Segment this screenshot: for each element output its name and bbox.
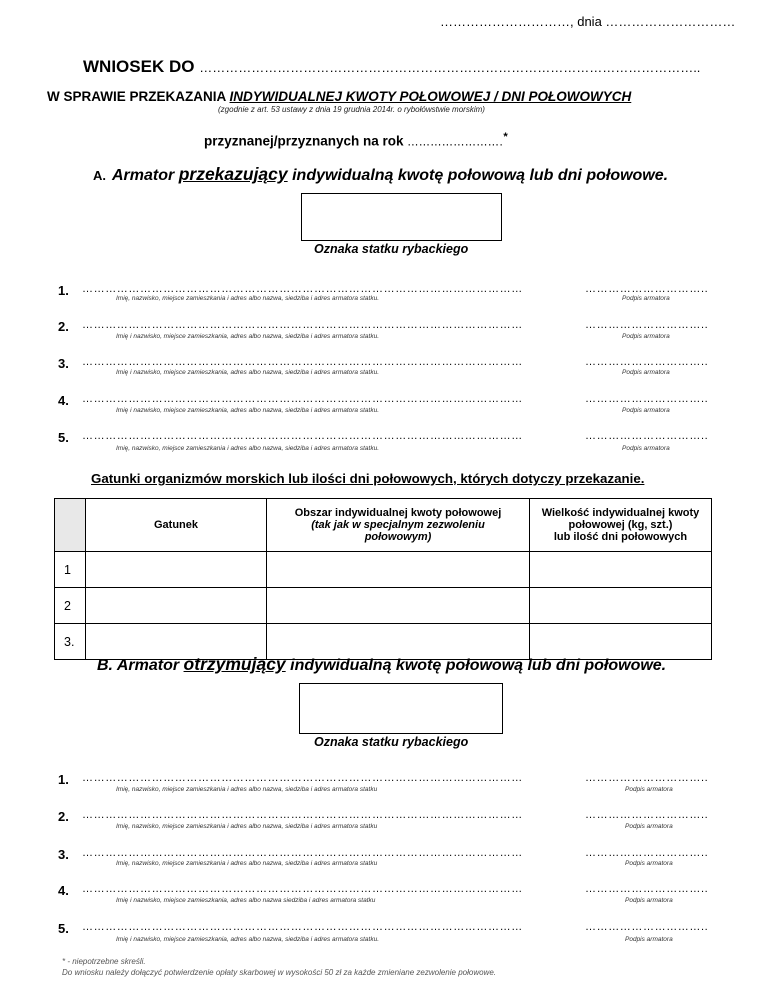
signature-caption: Podpis armatora <box>622 445 670 452</box>
owner-field[interactable]: …………………………………………………………………………………………………… <box>82 921 523 933</box>
species-cell[interactable] <box>86 552 267 588</box>
recipient-field[interactable]: …………………………………………………………………………………………………….. <box>199 60 701 75</box>
signature-caption: Podpis armatora <box>625 786 673 793</box>
owner-field[interactable]: …………………………………………………………………………………………………… <box>82 356 523 368</box>
species-cell[interactable] <box>86 588 267 624</box>
signature-field[interactable]: ………………………….. <box>585 283 709 295</box>
section-a-prefix: A. <box>93 168 106 183</box>
area-header-line3: połowowym) <box>364 531 432 543</box>
signature-field[interactable]: ………………………….. <box>585 772 709 784</box>
row-number: 3. <box>58 847 69 862</box>
amount-header-line3: lub ilość dni połowowych <box>553 531 688 543</box>
year-footnote-mark: * <box>503 131 508 143</box>
signature-caption: Podpis armatora <box>625 897 673 904</box>
area-cell[interactable] <box>267 552 530 588</box>
vessel-mark-label-a: Oznaka statku rybackiego <box>314 242 469 256</box>
table-header-row <box>55 499 712 552</box>
owner-caption: Imię i nazwisko, miejsce zamieszkania, adres albo nazwa, siedziba i adres armatora statku. <box>116 333 380 340</box>
signature-caption: Podpis armatora <box>622 333 670 340</box>
owner-field[interactable]: …………………………………………………………………………………………………… <box>82 883 523 895</box>
owner-field[interactable]: …………………………………………………………………………………………………… <box>82 430 523 442</box>
signature-field[interactable]: ………………………….. <box>585 809 709 821</box>
date-line[interactable]: …………………………, dnia ………………………… <box>440 14 736 29</box>
species-heading: Gatunki organizmów morskich lub ilości dni połowowych, których dotyczy przekazanie. <box>91 471 645 486</box>
owner-caption: Imię i nazwisko, miejsce zamieszkania, adres albo nazwa, siedziba i adres armatora statku. <box>116 407 380 414</box>
row-number: 1. <box>58 283 69 298</box>
owner-field[interactable]: …………………………………………………………………………………………………… <box>82 319 523 331</box>
owner-caption: Imię i nazwisko, miejsce zamieszkania, adres albo nazwa siedziba i adres armatora statku <box>116 897 376 904</box>
owner-caption: Imię, nazwisko, miejsce zamieszkania i adres albo nazwa, siedziba i adres armatora statku <box>116 786 378 793</box>
amount-header-line1: Wielkość indywidualnej kwoty <box>541 507 700 519</box>
signature-caption: Podpis armatora <box>622 369 670 376</box>
amount-header-line2: połowowej (kg, szt.) <box>568 519 673 531</box>
section-a-part1: Armator <box>112 167 175 184</box>
legal-basis-note: (zgodnie z art. 53 ustawy z dnia 19 grudnia 2014r. o rybołówstwie morskim) <box>218 105 485 114</box>
owner-caption: Imię i nazwisko, miejsce zamieszkania, adres albo nazwa, siedziba i adres armatora statku. <box>116 369 380 376</box>
table-row <box>55 588 712 624</box>
species-header: Gatunek <box>86 499 267 552</box>
vessel-mark-box-a[interactable] <box>301 193 502 241</box>
signature-caption: Podpis armatora <box>625 936 673 943</box>
year-line <box>204 131 508 149</box>
section-b-prefix: B. <box>97 657 113 674</box>
owner-field[interactable]: …………………………………………………………………………………………………… <box>82 772 523 784</box>
owner-field[interactable]: …………………………………………………………………………………………………… <box>82 847 523 859</box>
signature-field[interactable]: ………………………….. <box>585 430 709 442</box>
owner-caption: Imię, nazwisko, miejsce zamieszkania i adres albo nazwa, siedziba i adres armatora statku <box>116 823 378 830</box>
year-field[interactable]: ……………………. <box>407 135 504 149</box>
amount-cell[interactable] <box>530 588 712 624</box>
title-label: WNIOSEK DO <box>83 57 195 76</box>
section-b-part1: Armator <box>116 657 180 674</box>
row-number: 2. <box>58 319 69 334</box>
owner-field[interactable]: …………………………………………………………………………………………………… <box>82 809 523 821</box>
signature-field[interactable]: ………………………….. <box>585 356 709 368</box>
subject-emphasis: INDYWIDUALNEJ KWOTY POŁOWOWEJ / DNI POŁOWOWYCH <box>229 89 632 104</box>
species-table <box>54 498 712 660</box>
area-header <box>267 499 530 552</box>
amount-cell[interactable] <box>530 552 712 588</box>
section-b-emphasis: otrzymujący <box>183 654 286 674</box>
subject-prefix: W SPRAWIE PRZEKAZANIA <box>47 89 226 104</box>
row-number: 5. <box>58 921 69 936</box>
signature-caption: Podpis armatora <box>625 823 673 830</box>
row-number: 4. <box>58 883 69 898</box>
section-a-heading <box>93 164 668 185</box>
section-b-part2: indywidualną kwotę połowową lub dni połowowe. <box>290 657 667 674</box>
row-number-cell: 1 <box>55 552 86 588</box>
signature-caption: Podpis armatora <box>622 407 670 414</box>
footnote-line1: * - niepotrzebne skreśli. <box>62 957 146 966</box>
vessel-mark-label-b: Oznaka statku rybackiego <box>314 735 469 749</box>
owner-caption: Imię i nazwisko, miejsce zamieszkania, adres albo nazwa, siedziba i adres armatora statku. <box>116 936 380 943</box>
row-number: 1. <box>58 772 69 787</box>
row-number: 5. <box>58 430 69 445</box>
row-number: 3. <box>58 356 69 371</box>
area-header-line2: (tak jak w specjalnym zezwoleniu <box>311 519 485 531</box>
row-number-cell: 2 <box>55 588 86 624</box>
subject-line <box>47 89 631 104</box>
owner-caption: Imię, nazwisko, miejsce zamieszkania i adres albo nazwa, siedziba i adres armatora statku <box>116 860 378 867</box>
signature-field[interactable]: ………………………….. <box>585 319 709 331</box>
section-a-part2: indywidualną kwotę połowową lub dni połowowe. <box>292 167 669 184</box>
footnote-line2: Do wniosku należy dołączyć potwierdzenie opłaty skarbowej w wysokości 50 zł za każde zmieniane zezwolenie połowowe. <box>62 968 496 977</box>
signature-field[interactable]: ………………………….. <box>585 921 709 933</box>
number-header-cell <box>55 499 86 552</box>
row-number-cell: 3. <box>55 624 86 660</box>
application-title <box>83 57 700 77</box>
signature-field[interactable]: ………………………….. <box>585 883 709 895</box>
amount-header <box>530 499 712 552</box>
row-number: 2. <box>58 809 69 824</box>
area-header-line1: Obszar indywidualnej kwoty połowowej <box>294 507 502 519</box>
owner-caption: Imię, nazwisko, miejsce zamieszkania i adres albo nazwa, siedziba i adres armatora statku. <box>116 445 380 452</box>
year-label: przyznanej/przyznanych na rok <box>204 133 404 149</box>
signature-caption: Podpis armatora <box>622 295 670 302</box>
signature-field[interactable]: ………………………….. <box>585 847 709 859</box>
row-number: 4. <box>58 393 69 408</box>
area-cell[interactable] <box>267 588 530 624</box>
footnote <box>62 956 712 978</box>
section-b-heading <box>97 654 666 675</box>
table-row <box>55 552 712 588</box>
owner-field[interactable]: …………………………………………………………………………………………………… <box>82 393 523 405</box>
signature-caption: Podpis armatora <box>625 860 673 867</box>
signature-field[interactable]: ………………………….. <box>585 393 709 405</box>
owner-field[interactable]: …………………………………………………………………………………………………… <box>82 283 523 295</box>
section-a-emphasis: przekazujący <box>178 164 288 184</box>
vessel-mark-box-b[interactable] <box>299 683 503 734</box>
owner-caption: Imię, nazwisko, miejsce zamieszkania i adres albo nazwa, siedziba i adres armatora statku. <box>116 295 380 302</box>
